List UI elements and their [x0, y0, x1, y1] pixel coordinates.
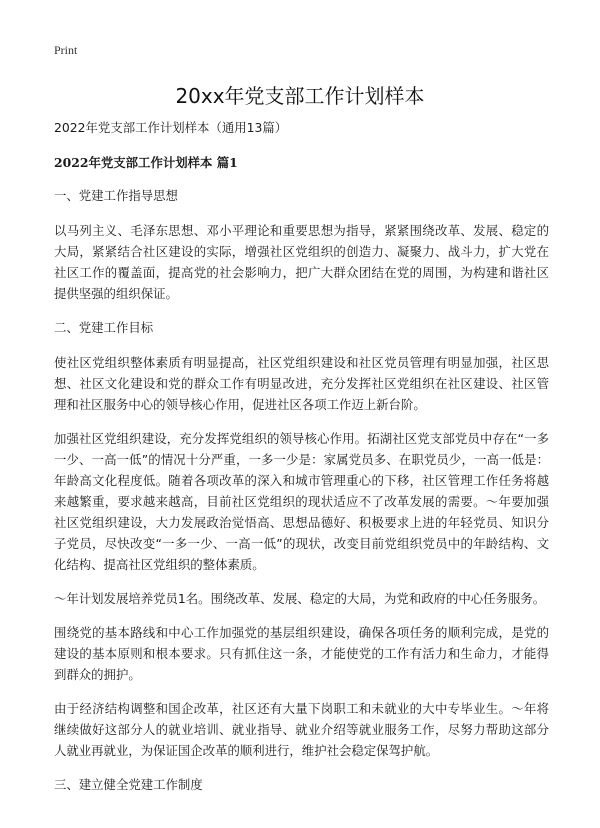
- paragraph-1: 以马列主义、毛泽东思想、邓小平理论和重要思想为指导，紧紧围绕改革、发展、稳定的大局，紧紧结合社区建设的实际，增强社区党组织的创造力、凝聚力、战斗力，扩大党在社区工作的覆盖面，提高党的社会影响力，把广大群众团结在党的周围，为构建和谐社区提供坚强的组织保证。: [54, 223, 549, 301]
- paragraph-5: 围绕党的基本路线和中心工作加强党的基层组织建设，确保各项任务的顺利完成，是党的建设的基本原则和根本要求。只有抓住这一条，才能使党的工作有活力和生命力，才能得到群众的拥护。: [54, 625, 549, 682]
- section-heading-1: 一、党建工作指导思想: [54, 188, 178, 203]
- paragraph-6: 由于经济结构调整和国企改革，社区还有大量下岗职工和未就业的大中专毕业生。～年将继续做好这部分人的就业培训、就业指导、就业介绍等就业服务工作，尽努力帮助这部分人就业再就业，为保证国企改革的顺利进行，维护社会稳定保驾护航。: [54, 701, 549, 758]
- document-body: [54, 117, 549, 809]
- paragraph-2: 使社区党组织整体素质有明显提高，社区党组织建设和社区党员管理有明显加强，社区思想、社区文化建设和党的群众工作有明显改进，充分发挥社区党组织在社区建设、社区管理和社区服务中心的领导核心作用，促进社区各项工作迈上新台阶。: [54, 355, 549, 412]
- paragraph-3: 加强社区党组织建设，充分发挥党组织的领导核心作用。拓湖社区党支部党员中存在“一多一少、一高一低”的情况十分严重，一多一少是：家属党员多、在职党员少，一高一低是：年龄高文化程度低。随着各项改革的深入和城市管理重心的下移，社区管理工作任务将越来越繁重，要求越来越高，目前社区党组织的现状适应不了改革发展的需要。～年要加强社区党组织建设，大力发展政治觉悟高、思想品德好、积极要求上进的年轻党员、知识分子党员，尽快改变“一多一少、一高一低”的现状，改变目前党组织党员中的年龄结构、文化结构、提高社区党组织的整体素质。: [54, 431, 549, 572]
- page-title: 20xx年党支部工作计划样本: [175, 84, 425, 108]
- document-subtitle: 2022年党支部工作计划样本（通用13篇）: [54, 120, 288, 135]
- section-heading-2: 二、党建工作目标: [54, 320, 154, 335]
- section-heading-3: 三、建立健全党建工作制度: [54, 777, 203, 792]
- paragraph-4: ～年计划发展培养党员1名。围绕改革、发展、稳定的大局，为党和政府的中心任务服务。: [54, 591, 546, 606]
- section-title: 2022年党支部工作计划样本 篇1: [54, 155, 238, 170]
- print-link[interactable]: Print: [54, 43, 78, 57]
